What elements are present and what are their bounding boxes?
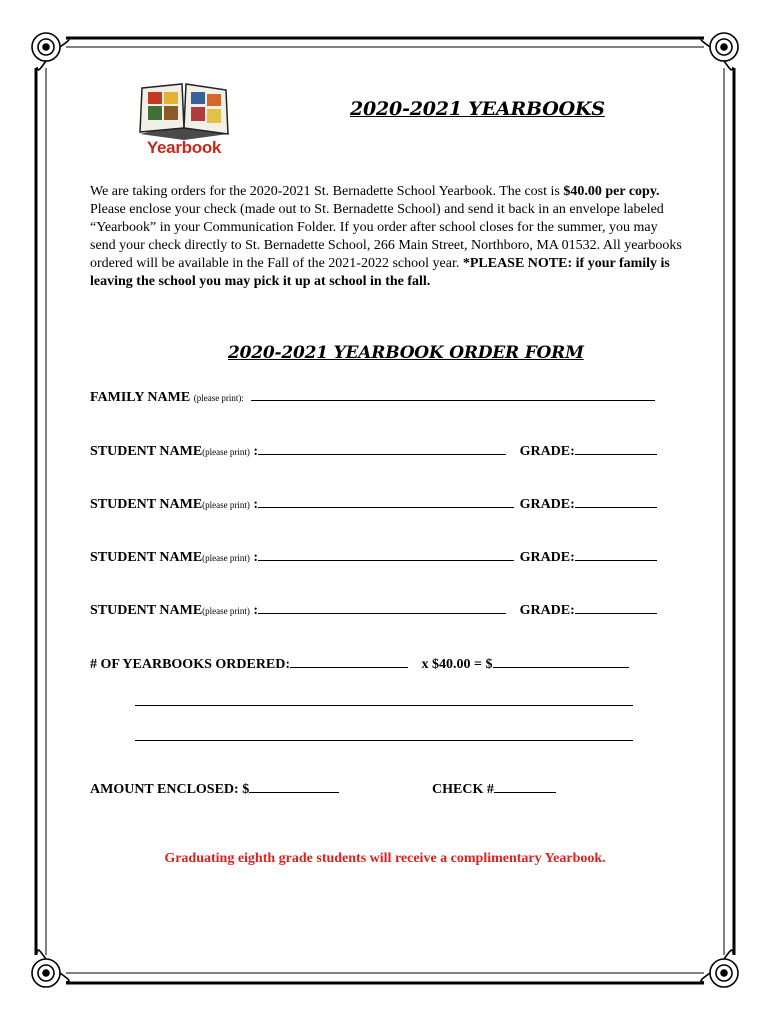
total-field[interactable] xyxy=(493,655,629,668)
price-multiplier: x $40.00 = $ xyxy=(421,657,493,672)
student-row-1 xyxy=(90,442,657,460)
grade-field[interactable] xyxy=(575,548,657,561)
student-row-4 xyxy=(90,601,657,619)
family-name-label: FAMILY NAME xyxy=(90,390,191,405)
intro-paragraph xyxy=(90,183,682,291)
intro-price: $40.00 per copy. xyxy=(563,184,660,199)
yearbooks-quantity-field[interactable] xyxy=(290,655,408,668)
grade-field[interactable] xyxy=(575,442,657,455)
amount-enclosed-field[interactable] xyxy=(249,780,339,793)
yearbooks-ordered-label: # OF YEARBOOKS ORDERED: xyxy=(90,657,291,672)
grade-label: GRADE: xyxy=(519,603,575,618)
student-name-label: STUDENT NAME xyxy=(90,444,203,459)
blank-line[interactable] xyxy=(135,740,633,741)
yearbook-logo xyxy=(134,80,234,160)
student-name-field[interactable] xyxy=(258,442,506,455)
grade-field[interactable] xyxy=(575,601,657,614)
student-name-colon: : xyxy=(249,603,259,618)
grade-label: GRADE: xyxy=(519,497,575,512)
student-name-hint: (please print) xyxy=(202,500,250,510)
intro-text-1: We are taking orders for the 2020-2021 St. Bernadette School Yearbook. The cost is xyxy=(90,184,564,199)
grade-label: GRADE: xyxy=(519,550,575,565)
open-book-icon xyxy=(134,80,234,140)
student-name-hint: (please print) xyxy=(202,606,250,616)
student-name-hint: (please print) xyxy=(202,447,250,457)
student-name-label: STUDENT NAME xyxy=(90,550,203,565)
student-name-label: STUDENT NAME xyxy=(90,603,203,618)
student-name-field[interactable] xyxy=(258,548,514,561)
student-name-field[interactable] xyxy=(258,495,514,508)
order-form-title: 2020-2021 YEARBOOK ORDER FORM xyxy=(228,343,584,363)
yearbooks-ordered-row xyxy=(90,655,629,673)
student-name-colon: : xyxy=(249,550,259,565)
student-name-colon: : xyxy=(249,444,259,459)
family-name-row xyxy=(90,388,655,406)
page-title: 2020-2021 YEARBOOKS xyxy=(350,98,605,120)
student-name-label: STUDENT NAME xyxy=(90,497,203,512)
complimentary-note: Graduating eighth grade students will receive a complimentary Yearbook. xyxy=(164,851,606,866)
intro-note: *PLEASE NOTE: if your family is leaving the school you may pick it up at school in the fall. xyxy=(90,256,670,289)
family-name-hint: (please print): xyxy=(193,393,244,403)
student-row-3 xyxy=(90,548,657,566)
student-name-colon: : xyxy=(249,497,259,512)
blank-line[interactable] xyxy=(135,705,633,706)
check-number-row xyxy=(432,780,556,798)
check-number-field[interactable] xyxy=(494,780,556,793)
check-number-label: CHECK # xyxy=(432,782,494,797)
student-row-2 xyxy=(90,495,657,513)
amount-enclosed-label: AMOUNT ENCLOSED: $ xyxy=(90,782,250,797)
logo-wordmark: Yearbook xyxy=(146,138,222,157)
grade-label: GRADE: xyxy=(519,444,575,459)
student-name-field[interactable] xyxy=(258,601,506,614)
family-name-field[interactable] xyxy=(251,388,655,401)
student-name-hint: (please print) xyxy=(202,553,250,563)
grade-field[interactable] xyxy=(575,495,657,508)
amount-enclosed-row xyxy=(90,780,339,798)
intro-text-2: Please enclose your check (made out to St. Bernadette School) and send it back in an envelope labeled “Yearbook” in your Communication Folder. If you order after school closes for the summer, you may send your check directly to St. Bernadette School, 266 Main Street, Northboro, MA 01532. All yearbooks ordered will be available in the Fall of the 2021-2022 school year. xyxy=(90,202,682,271)
